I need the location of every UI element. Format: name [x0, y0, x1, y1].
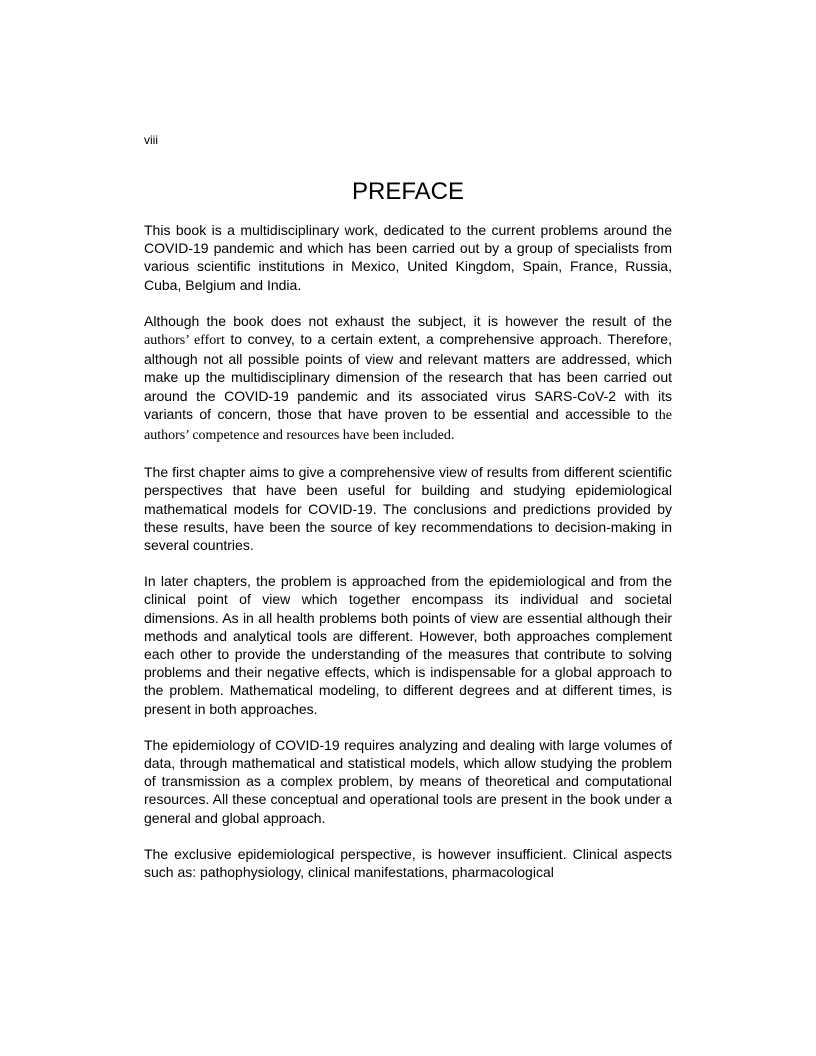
- paragraph-later-chapters: In later chapters, the problem is approached from the epidemiological and from the clinical point of view which together encompass its individual and societal dimensions. As in all health problems both points of view are essential although their methods and analytical tools are different. However, both approaches complement each other to provide the understanding of the measures that contribute to solving problems and their negative effects, which is indispensable for a global approach to the problem. Mathematical modeling, to different degrees and at different times, is present in both approaches.: [144, 573, 672, 717]
- paragraph-intro: This book is a multidisciplinary work, dedicated to the current problems around the COVID-19 pandemic and which has been carried out by a group of specialists from various scientific institutions in Mexico, United Kingdom, Spain, France, Russia, Cuba, Belgium and India.: [144, 222, 672, 293]
- paragraph-scope-part-3: to convey, to a certain extent, a comprehensive approach. Therefore, although not all possible points of view and relevant matters are addressed, which make up the multidisciplinary dimension of the research that has been carried out around the COVID-19 pandemic and its associated virus SARS-CoV-2 with its variants of concern, those that have proven to be essential and accessible to: [144, 331, 672, 422]
- paragraph-scope-part-1: Although the book does not exhaust the subject, it is however the result of the: [144, 312, 672, 329]
- paragraph-scope: [144, 312, 672, 445]
- page-number: viii: [144, 133, 158, 147]
- paragraph-epidemiology: The epidemiology of COVID-19 requires analyzing and dealing with large volumes of data, through mathematical and statistical models, which allow studying the problem of transmission as a complex problem, by means of theoretical and computational resources. All these conceptual and operational tools are present in the book under a general and global approach.: [144, 736, 672, 826]
- page-title: PREFACE: [351, 178, 465, 205]
- paragraph-first-chapter: The first chapter aims to give a comprehensive view of results from different scientific perspectives that have been useful for building and studying epidemiological mathematical models for COVID-19. The conclusions and predictions provided by these results, have been the source of key recommendations to decision-making in several countries.: [144, 464, 672, 554]
- paragraph-clinical: The exclusive epidemiological perspective, is however insufficient. Clinical aspects such as: pathophysiology, clinical manifestations, pharmacological: [144, 845, 672, 881]
- paragraph-scope-part-2: authors’ effort: [144, 333, 225, 349]
- paragraph-scope-part-4: the authors’ competence and resources have been included.: [144, 407, 672, 444]
- preface-body: [144, 221, 672, 881]
